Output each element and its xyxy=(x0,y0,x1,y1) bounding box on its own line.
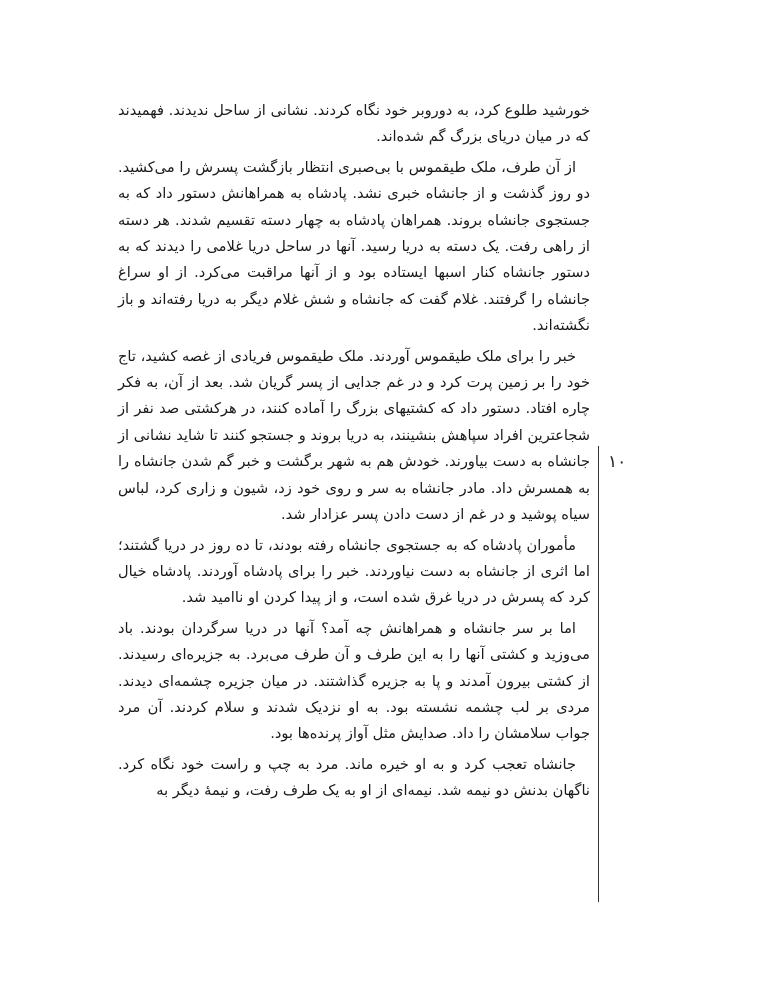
paragraph-4: مأموران پادشاه که به جستجوی جانشاه رفته بودند، تا ده روز در دریا گشتند؛ اما اثری از جانشاه به دست نیاوردند. خبر را برای پادشاه آوردند. پادشاه خیال کرد که پسرش در دریا غرق شده است، و از پیدا کردن او ناامید شد. xyxy=(118,536,590,607)
body-text xyxy=(118,98,590,809)
margin-rule xyxy=(598,446,599,902)
paragraph-5: اما بر سر جانشاه و همراهانش چه آمد؟ آنها در دریا سرگردان بودند. باد می‌وزید و کشتی آنها را به این طرف و آن طرف می‌برد. به جزیره‌ای رسیدند. از کشتی بیرون آمدند و پا به جزیره گذاشتند. در میان جزیره چشمه‌ای دیدند. مردی بر لب چشمه نشسته بود. به او نزدیک شدند و سلام کردند. آن مرد جواب سلامشان را داد. صدایش مثل آواز پرنده‌ها بود. xyxy=(118,619,590,743)
paragraph-6: جانشاه تعجب کرد و به او خیره ماند. مرد به چپ و راست خود نگاه کرد. ناگهان بدنش دو نیمه شد. نیمه‌ای از او به یک طرف رفت، و نیمهٔ دیگر به xyxy=(118,755,590,800)
paragraph-3: خبر را برای ملک طیقموس آوردند. ملک طیقموس فریادی از غصه کشید، تاج خود را بر زمین پرت کرد و در غم جدایی از پسر گریان شد. بعد از آن، به فکر چاره افتاد. دستور داد که کشتیهای بزرگ را آماده کنند، در هرکشتی صد نفر از شجاعترین افراد سپاهش بنشینند، به دریا بروند و جستجو کنند تا شاید نشانی از جانشاه به دست بیاورند. خودش هم به شهر برگشت و خبر گم شدن جانشاه را به همسرش داد. مادر جانشاه به سر و روی خود زد، شیون و زاری کرد، لباس سیاه پوشید و در غم از دست دادن پسر عزادار شد. xyxy=(118,347,590,524)
paragraph-2: از آن طرف، ملک طیقموس با بی‌صبری انتظار بازگشت پسرش را می‌کشید. دو روز گذشت و از جانشاه خبری نشد. پادشاه به همراهانش دستور داد که به جستجوی جانشاه بروند. همراهان پادشاه به چهار دسته تقسیم شدند. هر دسته از راهی رفت. یک دسته به دریا رسید. آنها در ساحل دریا غلامی را دیدند که به دستور جانشاه کنار اسبها ایستاده بود و از آنها مراقبت می‌کرد. از او سراغ جانشاه را گرفتند. غلام گفت که جانشاه و شش غلام دیگر به دریا رفته‌اند و باز نگشته‌اند. xyxy=(118,158,590,335)
page-number: ۱۰ xyxy=(608,452,627,472)
paragraph-1: خورشید طلوع کرد، به دوروبر خود نگاه کردند. نشانی از ساحل ندیدند. فهمیدند که در میان دریای بزرگ گم شده‌اند. xyxy=(118,102,590,146)
